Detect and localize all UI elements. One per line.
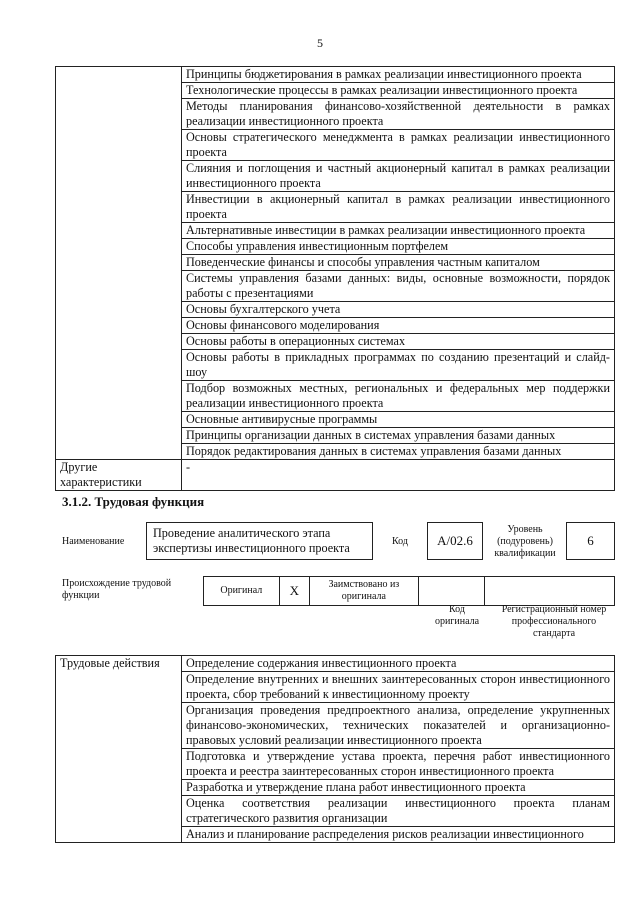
knowledge-item: Принципы организации данных в системах управления базами данных	[182, 428, 615, 444]
origin-original-label: Оригинал	[204, 577, 280, 606]
knowledge-item: Основы бухгалтерского учета	[182, 302, 615, 318]
knowledge-item: Поведенческие финансы и способы управления частным капиталом	[182, 255, 615, 271]
code-original-label: Код оригинала	[434, 604, 480, 627]
work-action-item: Анализ и планирование распределения рисков реализации инвестиционного	[182, 827, 615, 843]
knowledge-item: Системы управления базами данных: виды, основные возможности, порядок работы с презентациями	[182, 271, 615, 302]
section-heading: 3.1.2. Трудовая функция	[62, 494, 205, 509]
knowledge-label-cell	[56, 67, 182, 460]
work-action-item: Организация проведения предпроектного анализа, определение укрупненных финансово-экономических, технических показателей и организационно-правовых условий реализации инвестиционного проекта	[182, 703, 615, 749]
work-action-item: Определение содержания инвестиционного проекта	[182, 656, 615, 672]
other-characteristics-row	[56, 460, 615, 491]
origin-reg-cell	[484, 577, 614, 606]
work-action-row	[56, 656, 615, 672]
knowledge-table	[55, 66, 615, 491]
knowledge-item: Основы стратегического менеджмента в рамках реализации инвестиционного проекта	[182, 130, 615, 161]
qualification-level-label: Уровень (подуровень) квалификации	[494, 524, 556, 559]
knowledge-item: Слияния и поглощения и частный акционерный капитал в рамках реализации инвестиционного проекта	[182, 161, 615, 192]
work-action-item: Определение внутренних и внешних заинтересованных сторон инвестиционного проекта, сбор требований к инвестиционному проекту	[182, 672, 615, 703]
knowledge-item: Основы работы в прикладных программах по созданию презентаций и слайд-шоу	[182, 350, 615, 381]
origin-borrowed-label: Заимствовано из оригинала	[309, 577, 418, 606]
function-code-label: Код	[392, 536, 408, 547]
origin-table	[203, 576, 615, 606]
knowledge-item: Основы финансового моделирования	[182, 318, 615, 334]
page-number: 5	[317, 36, 323, 50]
work-action-item: Оценка соответствия реализации инвестиционного проекта планам стратегического развития организации	[182, 796, 615, 827]
reg-number-label: Регистрационный номер профессионального стандарта	[501, 604, 607, 639]
origin-original-mark: X	[279, 577, 309, 606]
knowledge-item: Альтернативные инвестиции в рамках реализации инвестиционного проекта	[182, 223, 615, 239]
knowledge-item: Основные антивирусные программы	[182, 412, 615, 428]
function-code-value: А/02.6	[427, 522, 483, 560]
work-action-item: Разработка и утверждение плана работ инвестиционного проекта	[182, 780, 615, 796]
knowledge-item: Инвестиции в акционерный капитал в рамках реализации инвестиционного проекта	[182, 192, 615, 223]
function-name-label: Наименование	[62, 536, 125, 547]
origin-code-cell	[418, 577, 484, 606]
knowledge-row	[56, 67, 615, 83]
work-action-item: Подготовка и утверждение устава проекта, перечня работ инвестиционного проекта и реестра заинтересованных сторон инвестиционного проекта	[182, 749, 615, 780]
qualification-level-value: 6	[566, 522, 615, 560]
work-actions-label: Трудовые действия	[56, 656, 182, 843]
other-characteristics-value: -	[182, 460, 615, 491]
knowledge-item: Основы работы в операционных системах	[182, 334, 615, 350]
work-actions-table	[55, 655, 615, 843]
knowledge-item: Методы планирования финансово-хозяйственной деятельности в рамках реализации инвестиционного проекта	[182, 99, 615, 130]
knowledge-item: Способы управления инвестиционным портфелем	[182, 239, 615, 255]
function-name-value: Проведение аналитического этапа экспертизы инвестиционного проекта	[146, 522, 373, 560]
knowledge-item: Технологические процессы в рамках реализации инвестиционного проекта	[182, 83, 615, 99]
other-characteristics-label: Другие характеристики	[56, 460, 182, 491]
knowledge-item: Принципы бюджетирования в рамках реализации инвестиционного проекта	[182, 67, 615, 83]
knowledge-item: Порядок редактирования данных в системах управления базами данных	[182, 444, 615, 460]
knowledge-item: Подбор возможных местных, региональных и федеральных мер поддержки реализации инвестиционного проекта	[182, 381, 615, 412]
origin-label: Происхождение трудовой функции	[62, 578, 172, 601]
